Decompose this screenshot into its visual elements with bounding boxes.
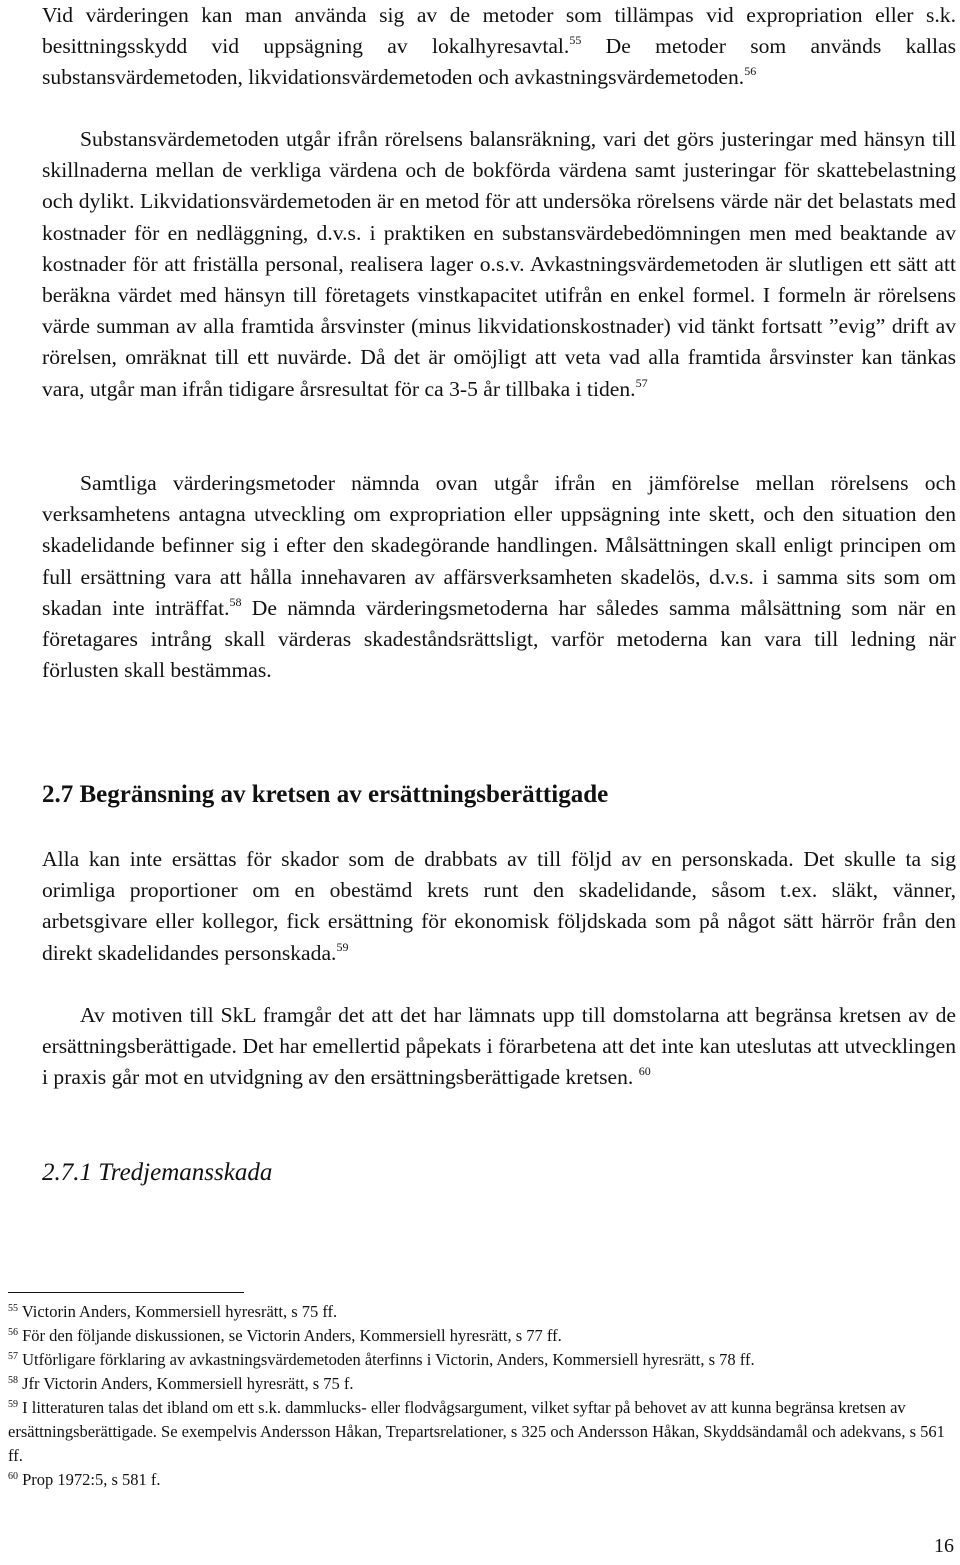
footnote-ref-55[interactable]: 55 [569, 33, 582, 48]
paragraph-text: Alla kan inte ersättas för skador som de drabbats av till följd av en personskada. Det skulle ta sig orimliga proportioner om en obestämd krets runt den skadelidande, såsom t.ex. släkt, vänner, arbetsgivare eller kollegor, fick ersättning för ekonomisk följdskada som på något sätt härrör från den direkt skadelidandes personskada. [42, 847, 956, 965]
footnote-text: Victorin Anders, Kommersiell hyresrätt, s 75 ff. [21, 1302, 338, 1321]
paragraph-text: De nämnda värderingsmetoderna har således samma målsättning som när en företagares intrång skall värderas skadeståndsrättsligt, varför metoderna kan vara till ledning när förlusten skall bestämmas. [42, 595, 957, 683]
paragraph-text: De metoder som används kallas substansvärdemetoden, likvidationsvärdemetoden och avkastningsvärdemetoden. [42, 34, 956, 90]
footnotes [8, 1300, 956, 1492]
footnote-ref-56[interactable]: 56 [744, 64, 757, 79]
section-paragraph-1 [42, 844, 956, 969]
footnote-number: 57 [8, 1351, 18, 1362]
footnote-ref-60[interactable]: 60 [638, 1064, 651, 1079]
footnote-text: I litteraturen talas det ibland om ett s.k. dammlucks- eller flodvågsargument, vilket syftar på behovet av att kunna begränsa kretsen av ersättningsberättigade. Se exempelvis Andersson Håkan, Trepartsrelationer, s 325 och Andersson Håkan, Skyddsändamål och adekvans, s 561 ff. [8, 1398, 945, 1465]
section-heading: 2.7 Begränsning av kretsen av ersättningsberättigade [42, 781, 609, 808]
footnote-text: Jfr Victorin Anders, Kommersiell hyresrätt, s 75 f. [22, 1374, 354, 1393]
footnote-text: Prop 1972:5, s 581 f. [22, 1470, 161, 1489]
paragraph-text: Av motiven till SkL framgår det att det har lämnats upp till domstolarna att begränsa kretsen av de ersättningsberättigade. Det har emellertid påpekats i förarbetena att det inte kan uteslutas att utvecklingen i praxis går mot en utvidgning av den ersättningsberättigade kretsen. [42, 1003, 956, 1090]
paragraph-text: Vid värderingen kan man använda sig av de metoder som tillämpas vid expropriation eller s.k. besittningsskydd vid uppsägning av lokalhyresavtal. [42, 3, 956, 59]
footnote [8, 1300, 956, 1324]
footnote [8, 1396, 956, 1468]
page-number: 16 [934, 1535, 954, 1557]
body-paragraph-2 [42, 124, 956, 405]
footnote-ref-58[interactable]: 58 [229, 594, 242, 609]
footnote [8, 1324, 956, 1348]
footnote-ref-59[interactable]: 59 [336, 939, 349, 954]
footnote [8, 1348, 956, 1372]
footnote-number: 55 [8, 1303, 18, 1314]
footnote [8, 1372, 956, 1396]
body-paragraph-1 [42, 0, 956, 94]
footnote-number: 56 [8, 1327, 18, 1338]
paragraph-text: Substansvärdemetoden utgår ifrån rörelsens balansräkning, vari det görs justeringar med hänsyn till skillnaderna mellan de verkliga värdena och de bokförda värdena samt justeringar för skattebelastning och dylikt. Likvidationsvärdemetoden är en metod för att undersöka rörelsens värde när det belastats med kostnader för en nedläggning, d.v.s. i praktiken en substansvärdebedömningen men med beaktande av kostnader för att friställa personal, realisera lager o.s.v. Avkastningsvärdemetoden är slutligen ett sätt att beräkna värdet med hänsyn till företagets vinstkapacitet utifrån en enkel formel. I formeln är rörelsens värde summan av alla framtida årsvinster (minus likvidationskostnader) vid tänkt fortsatt ”evig” drift av rörelsen, omräknat till ett nuvärde. Då det är omöjligt att veta vad alla framtida årsvinster kan tänkas vara, utgår man ifrån tidigare årsresultat för ca 3-5 år tillbaka i tiden. [42, 127, 956, 401]
paragraph-text: Samtliga värderingsmetoder nämnda ovan utgår ifrån en jämförelse mellan rörelsens och verksamhetens antagna utveckling om expropriation eller uppsägning inte skett, och den situation den skadelidande befinner sig i efter den skadegörande handlingen. Målsättningen skall enligt principen om full ersättning vara att hålla innehavaren av affärsverksamheten skadelös, d.v.s. i samma sits som om skadan inte inträffat. [42, 471, 956, 620]
body-paragraph-3 [42, 468, 956, 686]
footnote-separator [8, 1292, 244, 1293]
subsection-heading: 2.7.1 Tredjemansskada [42, 1159, 273, 1186]
footnote-number: 60 [8, 1471, 18, 1482]
footnote [8, 1468, 956, 1492]
footnote-number: 59 [8, 1399, 18, 1410]
section-paragraph-2 [42, 1000, 956, 1094]
footnote-number: 58 [8, 1375, 18, 1386]
footnote-text: Utförligare förklaring av avkastningsvärdemetoden återfinns i Victorin, Anders, Kommersiell hyresrätt, s 78 ff. [22, 1350, 755, 1369]
footnote-ref-57[interactable]: 57 [635, 375, 648, 390]
footnote-text: För den följande diskussionen, se Victorin Anders, Kommersiell hyresrätt, s 77 ff. [22, 1326, 562, 1345]
